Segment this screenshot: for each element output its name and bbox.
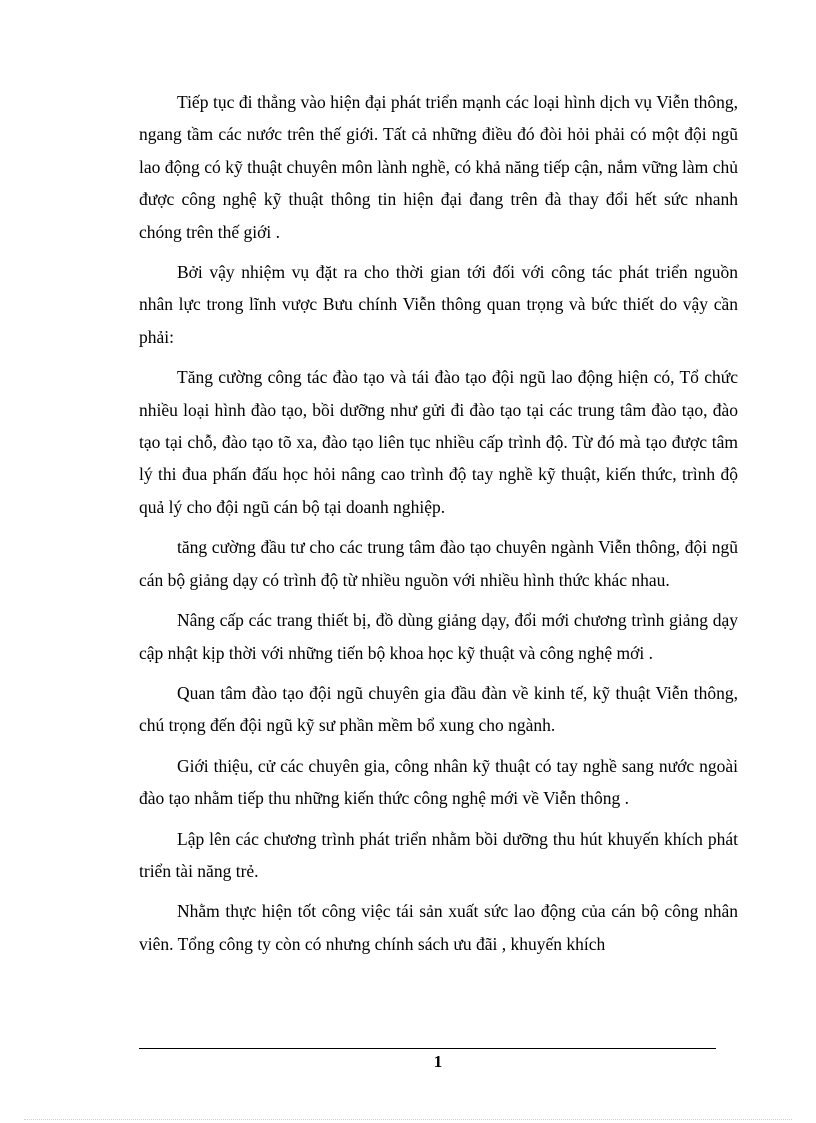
paragraph-8: Lập lên các chương trình phát triển nhằm bồi dưỡng thu hút khuyến khích phát triển tài năng trẻ. [139,828,738,881]
footer-divider [139,1048,716,1049]
paragraph-4: tăng cường đầu tư cho các trung tâm đào tạo chuyên ngành Viễn thông, đội ngũ cán bộ giảng dạy có trình độ từ nhiều nguồn với nhiều hình thức khác nhau. [139,537,738,590]
paragraph-9: Nhằm thực hiện tốt công việc tái sản xuất sức lao động của cán bộ công nhân viên. Tổng công ty còn có nhưng chính sách ưu đãi , khuyến khích [139,901,738,954]
page-boundary [24,1119,792,1120]
paragraph-7: Giới thiệu, cử các chuyên gia, công nhân kỹ thuật có tay nghề sang nước ngoài đào tạo nhằm tiếp thu những kiến thức công nghệ mới về Viễn thông . [139,755,738,809]
body-text [139,86,738,968]
paragraph-1: Tiếp tục đi thẳng vào hiện đại phát triển mạnh các loại hình dịch vụ Viễn thông, ngang tầm các nước trên thế giới. Tất cả những điều đó đòi hỏi phải có một đội ngũ lao động có kỹ thuật chuyên môn lành nghề, có khả năng tiếp cận, nắm vững làm chủ được công nghệ kỹ thuật thông tin hiện đại đang trên đà thay đổi hết sức nhanh chóng trên thế giới . [139,92,738,242]
paragraph-6: Quan tâm đào tạo đội ngũ chuyên gia đầu đàn về kinh tế, kỹ thuật Viễn thông, chú trọng đến đội ngũ kỹ sư phần mềm bổ xung cho ngành. [139,682,738,736]
page-number: 1 [433,1052,443,1071]
paragraph-5: Nâng cấp các trang thiết bị, đồ dùng giảng dạy, đổi mới chương trình giảng dạy cập nhật kịp thời với những tiến bộ khoa học kỹ thuật và công nghệ mới . [139,610,738,663]
paragraph-2: Bởi vậy nhiệm vụ đặt ra cho thời gian tới đối với công tác phát triển nguồn nhân lực trong lĩnh vược Bưu chính Viễn thông quan trọng và bức thiết do vậy cần phải: [139,262,738,347]
paragraph-3: Tăng cường công tác đào tạo và tái đào tạo đội ngũ lao động hiện có, Tổ chức nhiều loại hình đào tạo, bồi dưỡng như gửi đi đào tạo tại các trung tâm đào tạo, đào tạo tại chỗ, đào tạo tõ xa, đào tạo liên tục nhiều cấp trình độ. Từ đó mà tạo được tâm lý thi đua phấn đấu học hỏi nâng cao trình độ tay nghề kỹ thuật, kiến thức, trình độ quả lý cho đội ngũ cán bộ tại doanh nghiệp. [139,367,738,517]
